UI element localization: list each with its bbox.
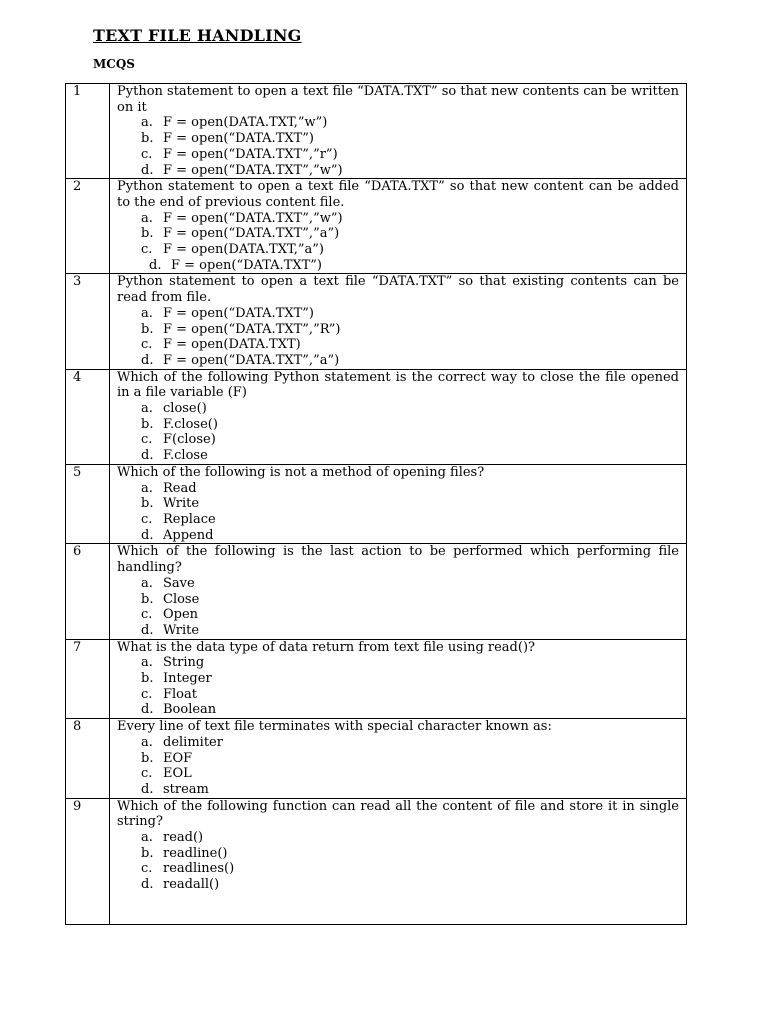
option-item xyxy=(141,226,679,242)
option-letter: c. xyxy=(141,337,153,353)
option-letter: c. xyxy=(141,766,153,782)
question-row xyxy=(66,719,687,799)
option-text: Close xyxy=(163,591,200,607)
question-body xyxy=(110,798,687,924)
question-number: 4 xyxy=(66,369,110,464)
option-letter: a. xyxy=(141,655,153,671)
option-letter: a. xyxy=(141,401,153,417)
option-text: F = open(“DATA.TXT”,”r”) xyxy=(163,146,338,162)
option-letter: d. xyxy=(141,702,154,718)
option-letter: a. xyxy=(141,305,153,321)
question-text: Which of the following function can read all the content of file and store it in single string? xyxy=(117,798,679,830)
question-number: 7 xyxy=(66,639,110,719)
option-letter: a. xyxy=(141,575,153,591)
option-text: readall() xyxy=(163,877,220,893)
question-body xyxy=(110,84,687,179)
question-number: 3 xyxy=(66,274,110,369)
option-text: Save xyxy=(163,575,195,591)
question-row xyxy=(66,544,687,639)
question-body xyxy=(110,719,687,799)
option-item xyxy=(141,432,679,448)
option-text: close() xyxy=(163,401,207,417)
option-item xyxy=(141,417,679,433)
option-letter: b. xyxy=(141,131,154,147)
question-text: Python statement to open a text file “DATA.TXT” so that new contents can be written on it xyxy=(117,84,679,115)
option-item xyxy=(141,623,679,639)
option-letter: b. xyxy=(141,416,154,432)
option-item xyxy=(141,846,679,862)
option-text: stream xyxy=(163,781,209,797)
option-item xyxy=(141,766,679,782)
option-text: F = open(DATA.TXT,”w”) xyxy=(163,115,328,131)
option-item xyxy=(141,163,679,179)
question-row xyxy=(66,274,687,369)
option-letter: b. xyxy=(141,591,154,607)
option-text: F = open(DATA.TXT,”a”) xyxy=(163,242,324,258)
option-letter: c. xyxy=(141,607,153,623)
option-text: F = open(“DATA.TXT”,”a”) xyxy=(163,226,340,242)
option-text: Open xyxy=(163,607,199,623)
option-item xyxy=(141,448,679,464)
option-text: F = open(“DATA.TXT”,”w”) xyxy=(163,162,343,178)
question-body xyxy=(110,464,687,544)
option-letter: b. xyxy=(141,321,154,337)
option-letter: d. xyxy=(141,622,154,638)
option-text: F = open(“DATA.TXT”,”R”) xyxy=(163,321,341,337)
option-item xyxy=(141,655,679,671)
question-row xyxy=(66,179,687,274)
question-body xyxy=(110,369,687,464)
option-item xyxy=(141,877,679,893)
option-text: F.close xyxy=(163,448,208,464)
option-letter: b. xyxy=(141,226,154,242)
option-letter: c. xyxy=(141,511,153,527)
option-letter: a. xyxy=(141,115,153,131)
option-item xyxy=(141,353,679,369)
option-list xyxy=(117,306,679,369)
option-text: Float xyxy=(163,686,197,702)
option-item xyxy=(141,782,679,798)
option-text: Integer xyxy=(163,671,212,687)
question-body xyxy=(110,544,687,639)
option-letter: c. xyxy=(141,861,153,877)
option-text: readlines() xyxy=(163,861,235,877)
question-row xyxy=(66,369,687,464)
question-number: 9 xyxy=(66,798,110,924)
mcq-table-body xyxy=(66,84,687,925)
mcq-table xyxy=(65,83,687,925)
option-text: F = open(DATA.TXT) xyxy=(163,337,301,353)
option-text: F = open(“DATA.TXT”,”w”) xyxy=(163,210,343,226)
option-item xyxy=(141,687,679,703)
option-text: EOL xyxy=(163,766,192,782)
option-list xyxy=(117,576,679,639)
question-text: Python statement to open a text file “DATA.TXT” so that existing contents can be read from file. xyxy=(117,274,679,306)
option-text: F(close) xyxy=(163,432,216,448)
question-body xyxy=(110,274,687,369)
option-item xyxy=(141,751,679,767)
option-text: delimiter xyxy=(163,734,223,750)
option-item xyxy=(141,242,679,258)
option-item xyxy=(141,306,679,322)
option-text: Write xyxy=(163,622,200,638)
option-item xyxy=(141,512,679,528)
option-letter: b. xyxy=(141,845,154,861)
section-title: MCQS xyxy=(93,57,135,71)
option-text: Read xyxy=(163,480,197,496)
question-text: Which of the following is the last action to be performed which performing file handling? xyxy=(117,544,679,576)
option-letter: c. xyxy=(141,146,153,162)
option-item xyxy=(141,337,679,353)
option-letter: d. xyxy=(141,781,154,797)
option-item xyxy=(141,147,679,163)
option-text: readline() xyxy=(163,845,228,861)
question-row xyxy=(66,639,687,719)
page-title: TEXT FILE HANDLING xyxy=(93,26,302,45)
option-item xyxy=(141,592,679,608)
option-text: F.close() xyxy=(163,416,218,432)
option-letter: b. xyxy=(141,496,154,512)
option-item xyxy=(141,861,679,877)
option-item xyxy=(141,401,679,417)
option-letter: a. xyxy=(141,480,153,496)
option-letter: d. xyxy=(149,257,162,273)
question-body xyxy=(110,639,687,719)
question-row xyxy=(66,798,687,924)
option-letter: c. xyxy=(141,432,153,448)
option-list xyxy=(117,401,679,464)
question-text: Every line of text file terminates with special character known as: xyxy=(117,719,552,735)
option-item xyxy=(141,481,679,497)
option-text: read() xyxy=(163,830,204,846)
option-item xyxy=(141,258,679,274)
option-letter: d. xyxy=(141,162,154,178)
option-text: Append xyxy=(163,527,214,543)
option-letter: a. xyxy=(141,210,153,226)
option-item xyxy=(141,528,679,544)
option-item xyxy=(141,576,679,592)
question-text: Which of the following is not a method of opening files? xyxy=(117,464,485,480)
option-item xyxy=(141,115,679,131)
option-item xyxy=(141,607,679,623)
option-item xyxy=(141,830,679,846)
option-letter: b. xyxy=(141,750,154,766)
option-text: F = open(“DATA.TXT”) xyxy=(163,305,315,321)
option-text: F = open(“DATA.TXT”,”a”) xyxy=(163,352,340,368)
option-list xyxy=(117,115,679,178)
option-text: Replace xyxy=(163,511,216,527)
option-letter: d. xyxy=(141,877,154,893)
option-item xyxy=(141,735,679,751)
question-number: 8 xyxy=(66,719,110,799)
question-number: 1 xyxy=(66,84,110,179)
option-item xyxy=(141,211,679,227)
option-letter: a. xyxy=(141,734,153,750)
question-text: Python statement to open a text file “DATA.TXT” so that new content can be added to the end of previous content file. xyxy=(117,179,679,210)
option-text: F = open(“DATA.TXT”) xyxy=(163,131,315,147)
option-letter: a. xyxy=(141,830,153,846)
question-row xyxy=(66,84,687,179)
option-list xyxy=(117,481,679,544)
option-text: EOF xyxy=(163,750,193,766)
option-list xyxy=(117,211,679,274)
option-text: Write xyxy=(163,496,200,512)
question-body xyxy=(110,179,687,274)
question-text: What is the data type of data return from text file using read()? xyxy=(117,639,535,655)
question-number: 6 xyxy=(66,544,110,639)
option-text: F = open(“DATA.TXT”) xyxy=(171,257,323,273)
option-item xyxy=(141,702,679,718)
option-item xyxy=(141,496,679,512)
option-letter: d. xyxy=(141,527,154,543)
option-list xyxy=(117,735,679,798)
option-item xyxy=(141,131,679,147)
option-text: Boolean xyxy=(163,702,217,718)
question-row xyxy=(66,464,687,544)
option-list xyxy=(117,830,679,893)
option-item xyxy=(141,322,679,338)
option-text: String xyxy=(163,655,205,671)
option-letter: d. xyxy=(141,352,154,368)
question-text: Which of the following Python statement is the correct way to close the file opened in a file variable (F) xyxy=(117,369,679,401)
option-list xyxy=(117,655,679,718)
option-item xyxy=(141,671,679,687)
question-number: 2 xyxy=(66,179,110,274)
option-letter: c. xyxy=(141,686,153,702)
question-number: 5 xyxy=(66,464,110,544)
option-letter: c. xyxy=(141,242,153,258)
option-letter: d. xyxy=(141,448,154,464)
option-letter: b. xyxy=(141,671,154,687)
